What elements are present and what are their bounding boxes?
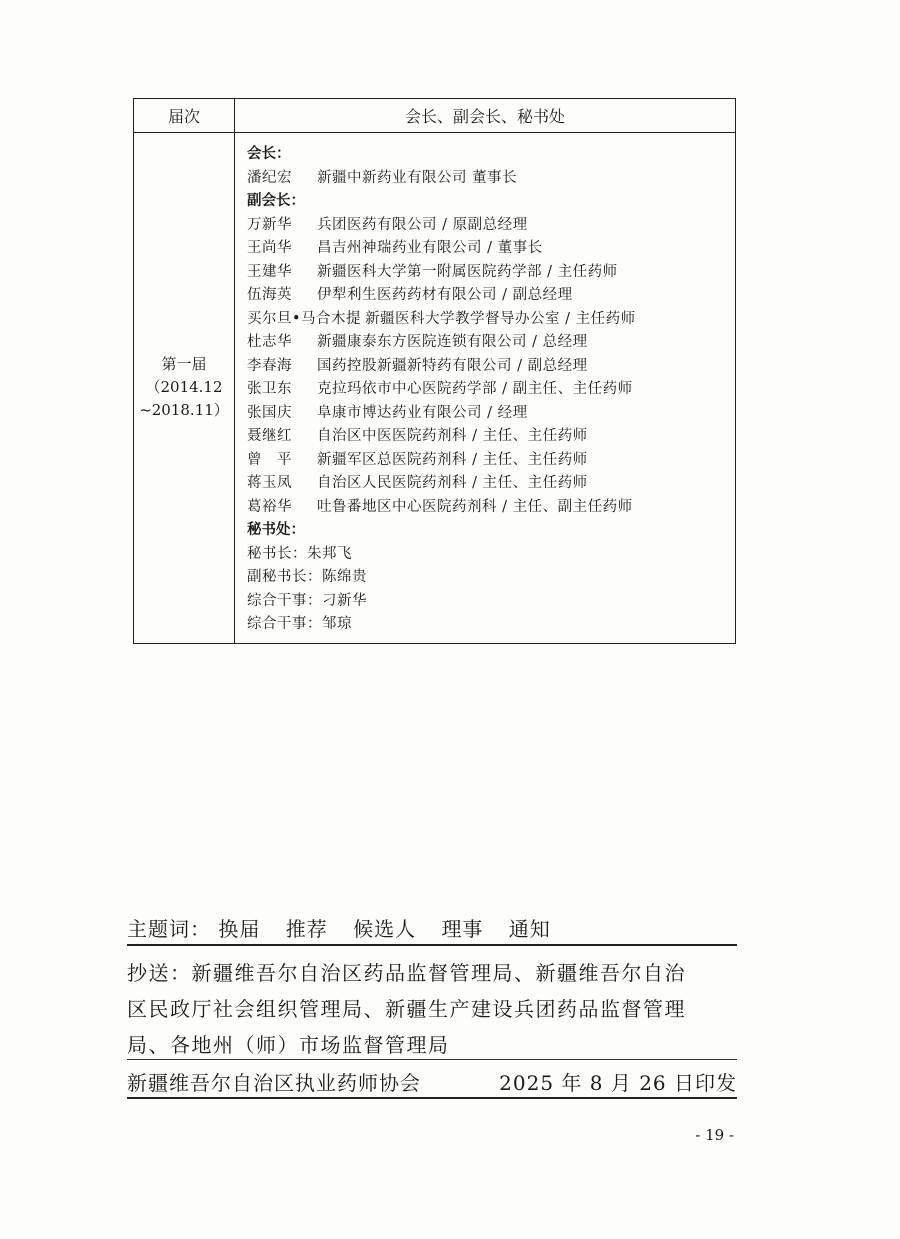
- header-officers: 会长、副会长、秘书处: [235, 99, 736, 133]
- table-header-row: [134, 99, 736, 133]
- vp-org: 伊犁利生医药药材有限公司 / 副总经理: [317, 287, 573, 303]
- subject-label: 主题词：: [127, 917, 211, 941]
- cc-line: 区民政厅社会组织管理局、新疆生产建设兵团药品监督管理: [127, 997, 686, 1021]
- vice-president-label: 副会长：: [247, 193, 305, 209]
- vice-president-row: [247, 425, 735, 449]
- vp-org: 兵团医药有限公司 / 原副总经理: [317, 216, 528, 233]
- divider: [127, 1097, 737, 1099]
- cc-line: 局、各地州（师）市场监督管理局: [127, 1033, 450, 1057]
- keyword: 换届: [218, 917, 261, 941]
- officers-table: [133, 98, 736, 644]
- president-org: 新疆中新药业有限公司 董事长: [317, 169, 518, 186]
- vice-president-list: [247, 214, 735, 520]
- cc-block: [127, 955, 737, 1063]
- vice-president-row: [247, 402, 735, 426]
- vp-name: 伍海英: [247, 287, 292, 303]
- vp-name: 张卫东: [247, 381, 292, 397]
- president-row: [247, 167, 735, 191]
- vice-president-row: [247, 214, 735, 238]
- vp-org: 克拉玛依市中心医院药学部 / 副主任、主任药师: [317, 381, 633, 397]
- vice-president-row: [247, 449, 735, 473]
- term-period-end: ~2018.11）: [139, 401, 229, 420]
- vp-name: 李春海: [247, 357, 292, 374]
- issuer-line: [127, 1067, 737, 1096]
- secretariat-row: 综合干事：刁新华: [247, 592, 367, 609]
- officers-cell: [235, 133, 736, 644]
- vp-org: 国药控股新疆新特药有限公司 / 副总经理: [317, 357, 588, 374]
- table-row: [134, 133, 736, 644]
- vice-president-row: [247, 308, 735, 332]
- term-period-start: （2014.12: [145, 378, 223, 397]
- secretariat-label: 秘书处：: [247, 522, 305, 538]
- vice-president-row: [247, 284, 735, 308]
- vp-org: 昌吉州神瑞药业有限公司 / 董事长: [317, 240, 543, 256]
- president-name: 潘纪宏: [247, 169, 292, 186]
- vp-name: 杜志华: [247, 334, 292, 350]
- term-cell: [134, 133, 235, 644]
- issue-date: 2025 年 8 月 26 日印发: [499, 1071, 737, 1095]
- vp-org: 新疆医科大学第一附属医院药学部 / 主任药师: [317, 263, 618, 280]
- cc-line: 抄送：新疆维吾尔自治区药品监督管理局、新疆维吾尔自治: [127, 961, 686, 985]
- vice-president-row: [247, 378, 735, 402]
- vp-name: 万新华: [247, 216, 292, 233]
- vp-org: 新疆医科大学教学督导办公室 / 主任药师: [365, 310, 636, 327]
- page-number: - 19 -: [695, 1126, 734, 1144]
- issuer-org: 新疆维吾尔自治区执业药师协会: [127, 1071, 421, 1095]
- vice-president-row: [247, 237, 735, 261]
- vp-org: 阜康市博达药业有限公司 / 经理: [317, 404, 528, 421]
- term-name: 第一届: [161, 355, 207, 374]
- vp-org: 新疆军区总医院药剂科 / 主任、主任药师: [317, 451, 588, 468]
- vp-org: 自治区人民医院药剂科 / 主任、主任药师: [317, 475, 588, 491]
- vice-president-row: [247, 472, 735, 496]
- keyword: 通知: [508, 917, 551, 941]
- vp-name: 曾 平: [247, 451, 292, 468]
- vp-name: 蒋玉凤: [247, 475, 292, 491]
- vp-name: 聂继红: [247, 428, 292, 444]
- keyword: 候选人: [353, 917, 417, 941]
- keyword: 理事: [441, 917, 484, 941]
- divider: [127, 944, 737, 946]
- secretariat-row: 综合干事：邹琼: [247, 616, 352, 632]
- vp-org: 新疆康泰东方医院连锁有限公司 / 总经理: [317, 334, 588, 350]
- vp-name: 王尚华: [247, 240, 292, 256]
- vp-org: 自治区中医医院药剂科 / 主任、主任药师: [317, 428, 588, 444]
- secretariat-row: 秘书长：朱邦飞: [247, 545, 352, 562]
- president-label: 会长：: [247, 146, 291, 162]
- subject-keywords: [127, 913, 737, 942]
- vp-name: 葛裕华: [247, 498, 292, 515]
- vice-president-row: [247, 261, 735, 285]
- vp-org: 吐鲁番地区中心医院药剂科 / 主任、副主任药师: [317, 498, 633, 515]
- vp-name: 买尔旦•马合木提: [247, 310, 362, 327]
- vice-president-row: [247, 331, 735, 355]
- keyword: 推荐: [285, 917, 328, 941]
- header-term: 届次: [134, 99, 235, 133]
- divider: [127, 1059, 737, 1060]
- vice-president-row: [247, 496, 735, 520]
- secretariat-row: 副秘书长：陈绵贵: [247, 569, 367, 585]
- vice-president-row: [247, 355, 735, 379]
- vp-name: 王建华: [247, 263, 292, 280]
- vp-name: 张国庆: [247, 404, 292, 421]
